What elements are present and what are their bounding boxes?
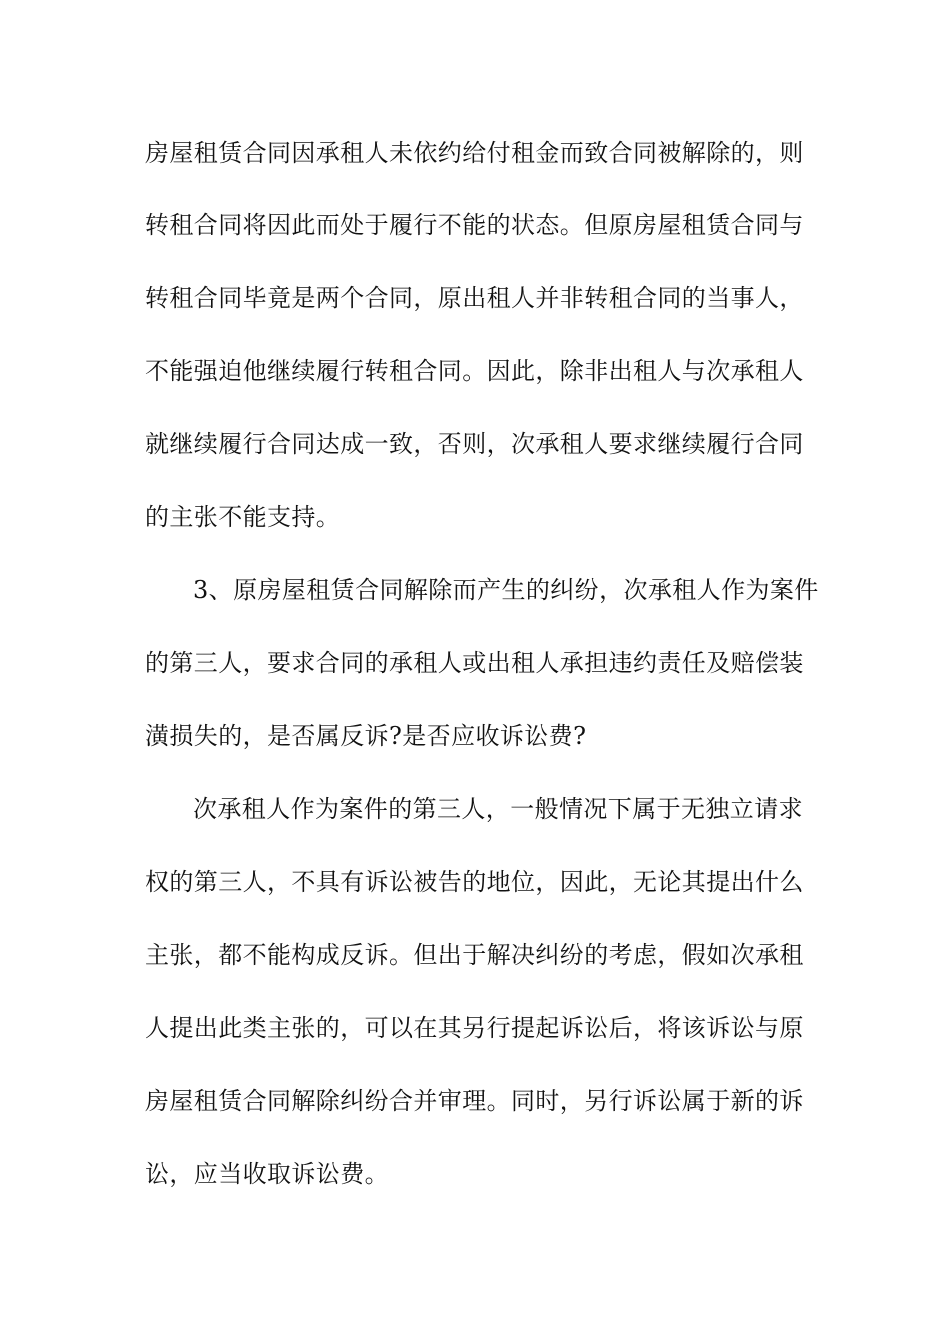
numbered-question-line: 3、原房屋租赁合同解除而产生的纠纷，次承租人作为案件	[193, 576, 819, 604]
text-line: 权的第三人，不具有诉讼被告的地位，因此，无论其提出什么	[145, 868, 804, 896]
text-line: 房屋租赁合同解除纠纷合并审理。同时，另行诉讼属于新的诉	[145, 1087, 804, 1115]
text-line: 房屋租赁合同因承租人未依约给付租金而致合同被解除的，则	[145, 139, 804, 167]
text-line: 转租合同毕竟是两个合同，原出租人并非转租合同的当事人，	[145, 284, 804, 312]
text-line: 不能强迫他继续履行转租合同。因此，除非出租人与次承租人	[145, 357, 804, 385]
text-line: 主张，都不能构成反诉。但出于解决纠纷的考虑，假如次承租	[145, 941, 804, 969]
text-line: 的主张不能支持。	[145, 503, 341, 531]
text-line: 的第三人，要求合同的承租人或出租人承担违约责任及赔偿装	[145, 649, 804, 677]
answer-paragraph-line: 次承租人作为案件的第三人，一般情况下属于无独立请求	[193, 795, 803, 823]
text-line: 就继续履行合同达成一致，否则，次承租人要求继续履行合同	[145, 430, 804, 458]
text-line: 讼，应当收取诉讼费。	[145, 1160, 389, 1188]
text-line: 潢损失的，是否属反诉?是否应收诉讼费?	[145, 722, 587, 750]
text-line: 转租合同将因此而处于履行不能的状态。但原房屋租赁合同与	[145, 211, 804, 239]
text-line: 人提出此类主张的，可以在其另行提起诉讼后，将该诉讼与原	[145, 1014, 804, 1042]
